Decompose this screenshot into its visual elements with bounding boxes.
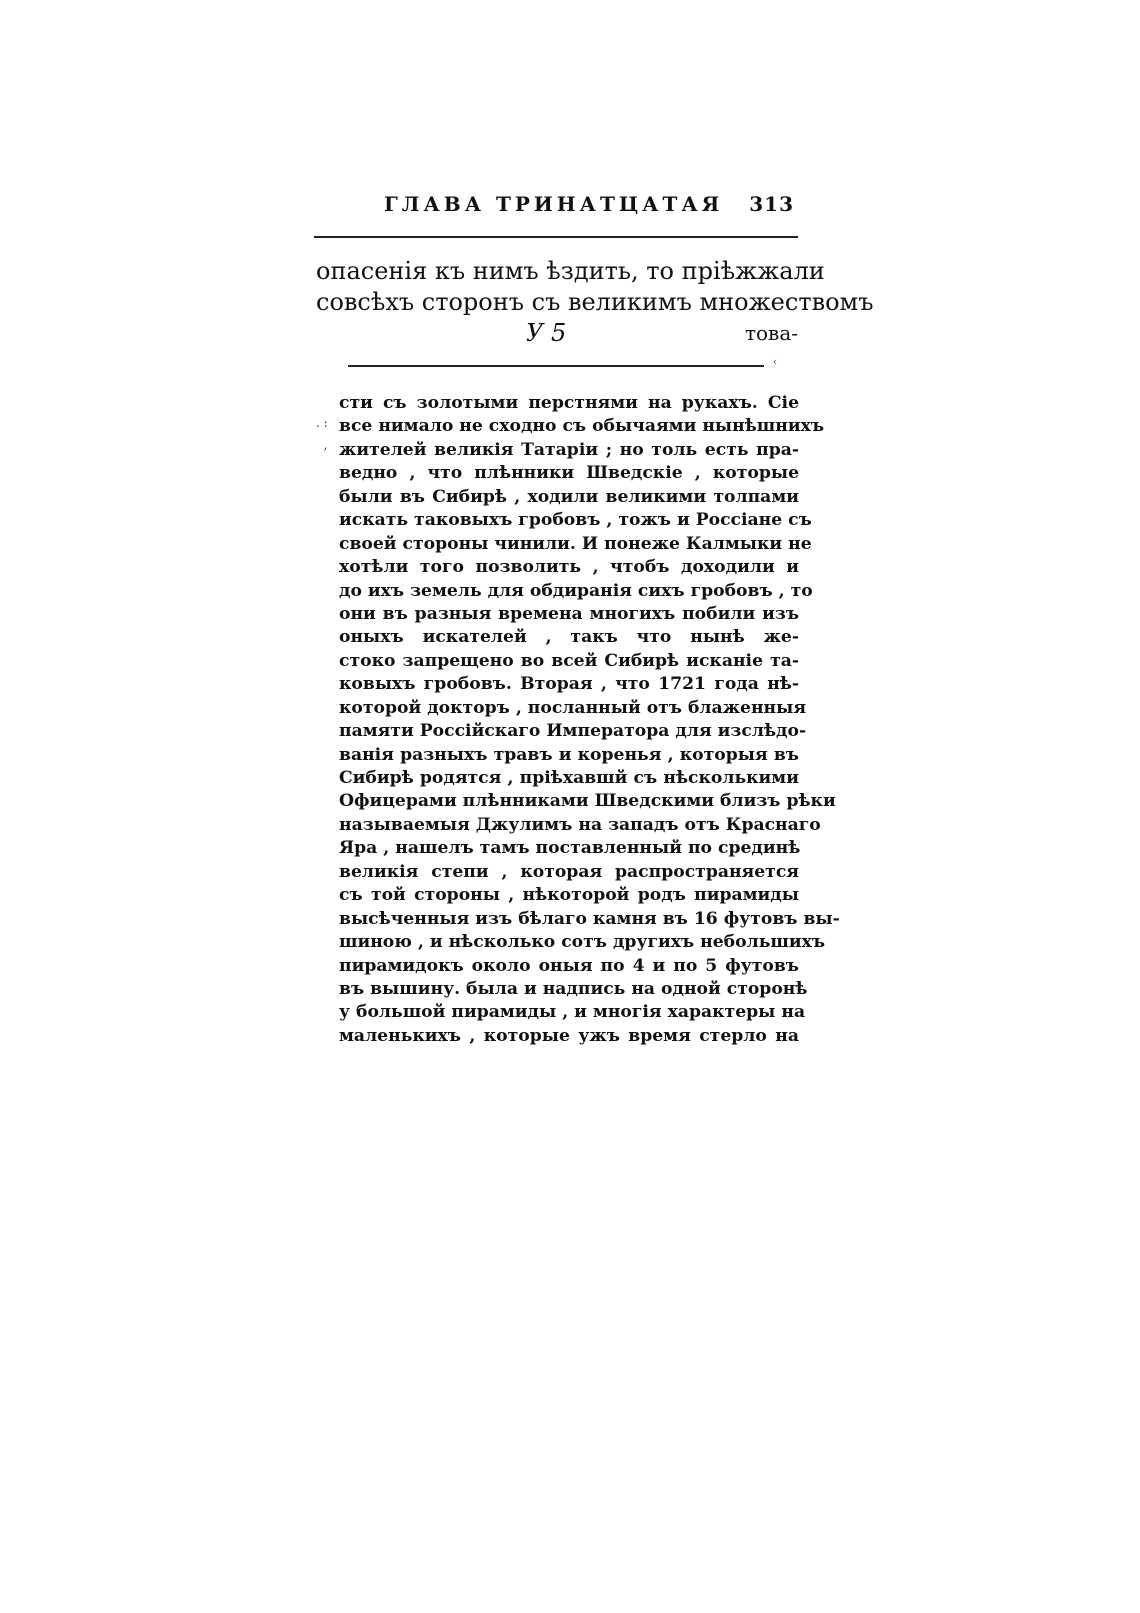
body-line: у большой пирамиды , и многія характеры на — [339, 1002, 806, 1023]
body-line: шиною , и нѣсколько сотъ другихъ небольшихъ — [339, 932, 826, 953]
body-line: оныхъ искателей , такъ что нынѣ же- — [339, 627, 799, 648]
body-line: высѣченныя изъ бѣлаго камня въ 16 футовъ вы- — [339, 908, 840, 929]
running-head — [384, 192, 794, 220]
body-text — [339, 392, 840, 1048]
body-line: жителей великія Татаріи ; но толь есть пра- — [339, 439, 799, 460]
catchword: това- — [744, 321, 798, 345]
margin-mark: . : — [316, 416, 328, 430]
body-line: ведно , что плѣнники Шведскіе , которые — [339, 463, 799, 484]
body-line: Офицерами плѣнниками Шведскими близъ рѣки — [339, 791, 836, 812]
body-line: памяти Россійскаго Императора для изслѣдо- — [339, 721, 807, 742]
body-line: великія степи , которая распространяется — [339, 861, 799, 882]
previous-page-text — [316, 256, 874, 349]
body-line: стоко запрещено во всей Сибирѣ исканіе та- — [339, 650, 799, 671]
body-line: въ вышину. была и надпись на одной сторонѣ — [339, 978, 808, 999]
body-line: Яра , нашелъ тамъ поставленный по срединѣ — [339, 838, 801, 859]
signature-mark: У 5 — [526, 319, 567, 347]
page-number: 313 — [749, 192, 794, 216]
text-line: совсѣхъ сторонъ съ великимъ множествомъ — [316, 288, 874, 316]
body-line: до ихъ земель для обдиранія сихъ гробовъ , то — [339, 580, 813, 601]
separator-tick: ‹ — [773, 357, 777, 368]
body-line: хотѣли того позволить , чтобъ доходили и — [339, 557, 799, 578]
body-line: были въ Сибирѣ , ходили великими толпами — [339, 486, 799, 507]
body-line: пирамидокъ около оныя по 4 и по 5 футовъ — [339, 955, 799, 976]
body-line: ковыхъ гробовъ. Вторая , что 1721 года нѣ- — [339, 674, 799, 695]
body-line: искать таковыхъ гробовъ , тожъ и Россіане съ — [339, 510, 812, 531]
text-line: опасенія къ нимъ ѣздить, то пріѣжжали — [316, 257, 825, 285]
margin-mark: , — [316, 438, 328, 452]
body-line: они въ разныя времена многихъ побили изъ — [339, 603, 799, 624]
running-title: ГЛАВА ТРИНАТЦАТАЯ — [384, 192, 724, 216]
body-line: съ той стороны , нѣкоторой родъ пирамиды — [339, 885, 799, 906]
body-line: все нимало не сходно съ обычаями нынѣшнихъ — [339, 416, 825, 437]
body-line: которой докторъ , посланный отъ блаженныя — [339, 697, 807, 718]
signature-row — [316, 318, 798, 349]
body-line: маленькихъ , которые ужъ время стерло на — [339, 1025, 799, 1046]
body-line: называемыя Джулимъ на западъ отъ Краснаго — [339, 814, 821, 835]
separator-rule — [348, 365, 764, 367]
body-line: сти съ золотыми перстнями на рукахъ. Сіе — [339, 393, 799, 413]
header-rule — [314, 236, 798, 238]
body-line: ванія разныхъ травъ и коренья , которыя въ — [339, 744, 799, 765]
body-line: своей стороны чинили. И понеже Калмыки не — [339, 533, 812, 554]
body-line: Сибирѣ родятся , пріѣхавшй съ нѣсколькими — [339, 768, 799, 788]
